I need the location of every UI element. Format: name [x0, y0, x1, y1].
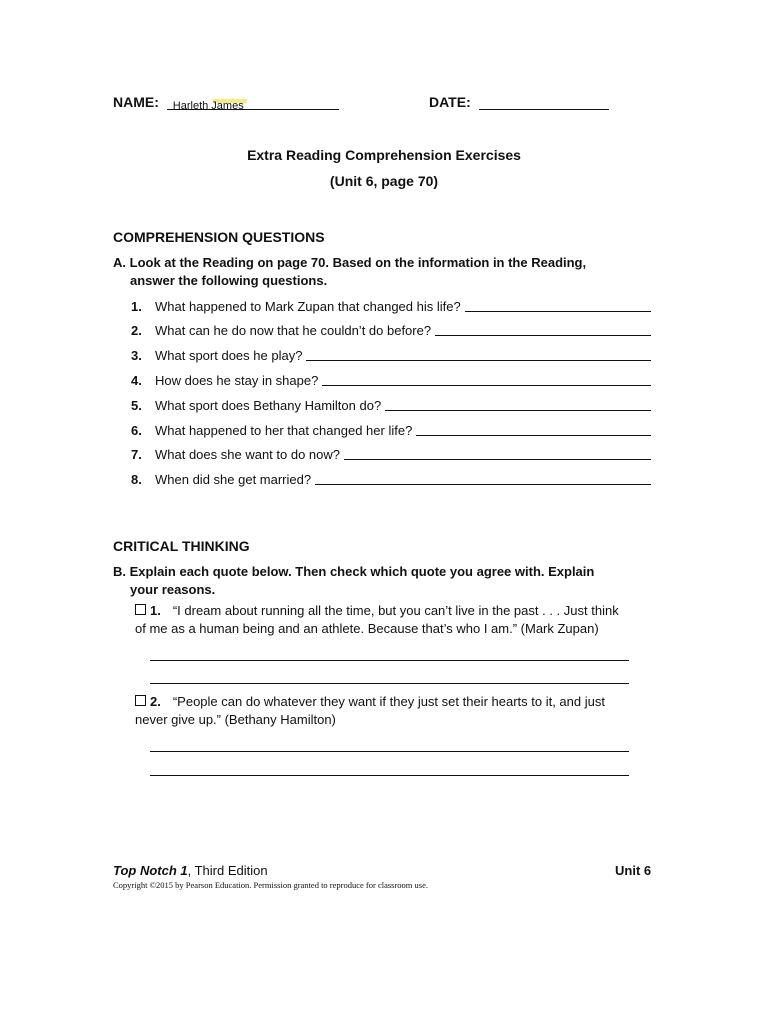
- answer-line[interactable]: [150, 683, 629, 684]
- question-row: [131, 444, 651, 462]
- question-text: What sport does Bethany Hamilton do?: [155, 398, 382, 413]
- quote-2-checkbox[interactable]: [135, 695, 146, 706]
- page-subtitle: (Unit 6, page 70): [329, 173, 439, 189]
- instruction-line-2: your reasons.: [130, 582, 216, 597]
- date-label: DATE:: [429, 94, 471, 110]
- quote-text-line-1: “I dream about running all the time, but you can’t live in the past . . . Just think: [172, 603, 619, 618]
- question-row: [131, 420, 651, 438]
- instruction-letter: A.: [113, 255, 126, 270]
- answer-line[interactable]: [416, 423, 651, 436]
- question-number: 6.: [131, 423, 142, 438]
- question-text: What sport does he play?: [155, 348, 303, 363]
- question-text: When did she get married?: [155, 472, 312, 487]
- page-title: Extra Reading Comprehension Exercises: [247, 147, 521, 163]
- question-number: 2.: [131, 323, 142, 338]
- quote-text-line-2: of me as a human being and an athlete. Because that’s who I am.” (Mark Zupan): [135, 621, 599, 636]
- answer-line[interactable]: [150, 775, 629, 776]
- instruction-letter: B.: [113, 564, 126, 579]
- instruction-line-1: Explain each quote below. Then check which quote you agree with. Explain: [129, 564, 595, 579]
- question-row: [131, 370, 651, 388]
- footer-unit: Unit 6: [615, 863, 652, 878]
- question-text: What happened to Mark Zupan that changed his life?: [155, 299, 461, 314]
- name-value: Harleth James: [172, 100, 244, 112]
- quote-number: 1.: [150, 603, 161, 618]
- answer-line[interactable]: [150, 751, 629, 752]
- answer-line[interactable]: [465, 299, 651, 312]
- question-row: [131, 395, 651, 413]
- question-row: [131, 469, 651, 487]
- question-number: 3.: [131, 348, 142, 363]
- question-text: How does he stay in shape?: [155, 373, 319, 388]
- name-label: NAME:: [113, 94, 159, 110]
- question-number: 4.: [131, 373, 142, 388]
- quote-text-line-2: never give up.” (Bethany Hamilton): [135, 712, 336, 727]
- answer-line[interactable]: [344, 447, 651, 460]
- comprehension-instruction: [113, 254, 643, 290]
- quote-item-2: [135, 693, 655, 729]
- answer-line[interactable]: [322, 373, 651, 386]
- answer-line[interactable]: [435, 323, 651, 336]
- question-text: What does she want to do now?: [155, 447, 341, 462]
- question-row: [131, 345, 651, 363]
- quote-1-checkbox[interactable]: [135, 604, 146, 615]
- question-text: What happened to her that changed her life?: [155, 423, 413, 438]
- name-field: [113, 94, 339, 110]
- edition: , Third Edition: [187, 863, 268, 878]
- answer-line[interactable]: [150, 660, 629, 661]
- answer-line[interactable]: [306, 348, 651, 361]
- question-text: What can he do now that he couldn’t do before?: [155, 323, 432, 338]
- footer-book-title: [113, 863, 268, 878]
- date-field: [429, 94, 609, 110]
- critical-heading: CRITICAL THINKING: [113, 538, 250, 554]
- quote-item-1: [135, 602, 655, 638]
- instruction-line-2: answer the following questions.: [130, 273, 328, 288]
- copyright-notice: Copyright ©2015 by Pearson Education. Permission granted to reproduce for classroom use.: [113, 880, 428, 890]
- question-number: 5.: [131, 398, 142, 413]
- question-number: 8.: [131, 472, 142, 487]
- instruction-line-1: Look at the Reading on page 70. Based on the information in the Reading,: [129, 255, 587, 270]
- question-number: 7.: [131, 447, 142, 462]
- book-title: Top Notch 1: [113, 863, 188, 878]
- quote-text-line-1: “People can do whatever they want if they just set their hearts to it, and just: [172, 694, 605, 709]
- name-input[interactable]: [167, 94, 339, 110]
- date-input[interactable]: [479, 94, 609, 110]
- question-row: [131, 320, 651, 338]
- answer-line[interactable]: [385, 398, 651, 411]
- answer-line[interactable]: [315, 472, 651, 485]
- critical-instruction: [113, 563, 643, 599]
- quote-number: 2.: [150, 694, 161, 709]
- question-row: [131, 296, 651, 314]
- question-number: 1.: [131, 299, 142, 314]
- comprehension-heading: COMPREHENSION QUESTIONS: [113, 229, 325, 245]
